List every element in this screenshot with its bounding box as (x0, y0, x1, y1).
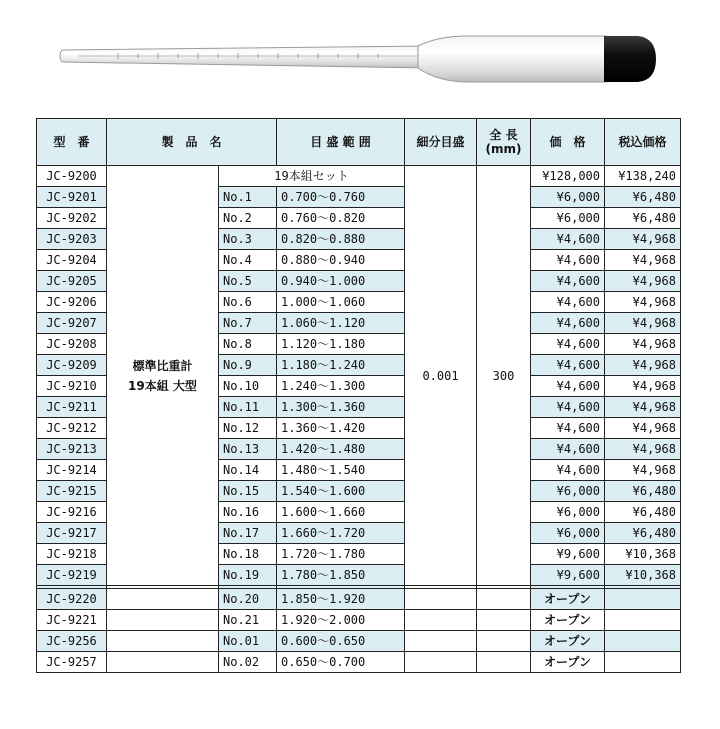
model-code: JC-9217 (37, 523, 107, 544)
table-row (37, 610, 681, 631)
model-code: JC-9213 (37, 439, 107, 460)
price: ¥6,000 (531, 481, 605, 502)
price: ¥4,600 (531, 292, 605, 313)
header-price: 価 格 (531, 119, 605, 166)
price-tax: ¥4,968 (605, 292, 681, 313)
set-number: No.12 (219, 418, 277, 439)
price: ¥9,600 (531, 565, 605, 586)
scale-range: 0.820～0.880 (277, 229, 405, 250)
price-tax: ¥6,480 (605, 208, 681, 229)
division-empty (405, 610, 477, 631)
price: ¥6,000 (531, 208, 605, 229)
hydrometer-icon (58, 28, 658, 90)
length-empty (477, 610, 531, 631)
set-number: No.6 (219, 292, 277, 313)
model-code: JC-9204 (37, 250, 107, 271)
model-code: JC-9216 (37, 502, 107, 523)
price: ¥4,600 (531, 355, 605, 376)
length-empty (477, 631, 531, 652)
product-name-empty (107, 631, 219, 652)
scale-range: 0.650～0.700 (277, 652, 405, 673)
price-tax: ¥4,968 (605, 397, 681, 418)
price: ¥4,600 (531, 376, 605, 397)
set-number: No.9 (219, 355, 277, 376)
price: ¥4,600 (531, 397, 605, 418)
model-code: JC-9209 (37, 355, 107, 376)
scale-range: 1.720～1.780 (277, 544, 405, 565)
set-number: No.3 (219, 229, 277, 250)
set-number: No.15 (219, 481, 277, 502)
set-number: No.20 (219, 589, 277, 610)
product-name-empty (107, 589, 219, 610)
division-value: 0.001 (405, 166, 477, 586)
set-number: No.14 (219, 460, 277, 481)
model-code: JC-9205 (37, 271, 107, 292)
set-number: No.7 (219, 313, 277, 334)
price: ¥4,600 (531, 439, 605, 460)
price-tax: ¥138,240 (605, 166, 681, 187)
price: オープン (531, 631, 605, 652)
price-tax: ¥4,968 (605, 355, 681, 376)
header-length (477, 119, 531, 166)
model-code: JC-9202 (37, 208, 107, 229)
header-length-line2: (mm) (485, 142, 522, 156)
header-range: 目 盛 範 囲 (277, 119, 405, 166)
model-code: JC-9256 (37, 631, 107, 652)
model-code: JC-9208 (37, 334, 107, 355)
price-tax: ¥6,480 (605, 523, 681, 544)
price-tax: ¥4,968 (605, 313, 681, 334)
price-tax (605, 631, 681, 652)
spec-table (36, 118, 681, 673)
set-number: No.01 (219, 631, 277, 652)
scale-range: 1.850～1.920 (277, 589, 405, 610)
set-number: No.17 (219, 523, 277, 544)
table-row (37, 631, 681, 652)
model-code: JC-9219 (37, 565, 107, 586)
scale-range: 1.920～2.000 (277, 610, 405, 631)
header-price-tax: 税込価格 (605, 119, 681, 166)
price: ¥4,600 (531, 418, 605, 439)
model-code: JC-9218 (37, 544, 107, 565)
scale-range: 0.760～0.820 (277, 208, 405, 229)
set-number: No.4 (219, 250, 277, 271)
scale-range: 1.540～1.600 (277, 481, 405, 502)
table-row (37, 652, 681, 673)
price-tax: ¥6,480 (605, 481, 681, 502)
price: ¥4,600 (531, 313, 605, 334)
model-code: JC-9200 (37, 166, 107, 187)
header-division: 細分目盛 (405, 119, 477, 166)
scale-range: 1.360～1.420 (277, 418, 405, 439)
set-number: No.10 (219, 376, 277, 397)
set-number: No.8 (219, 334, 277, 355)
price: ¥6,000 (531, 502, 605, 523)
set-number: No.2 (219, 208, 277, 229)
division-empty (405, 631, 477, 652)
model-code: JC-9211 (37, 397, 107, 418)
length-value: 300 (477, 166, 531, 586)
table-body (37, 166, 681, 673)
set-number: No.5 (219, 271, 277, 292)
header-length-line1: 全 長 (489, 128, 518, 142)
scale-range: 0.600～0.650 (277, 631, 405, 652)
scale-range: 1.300～1.360 (277, 397, 405, 418)
price-tax: ¥4,968 (605, 271, 681, 292)
price-tax: ¥6,480 (605, 502, 681, 523)
set-number: No.18 (219, 544, 277, 565)
model-code: JC-9212 (37, 418, 107, 439)
set-number: No.1 (219, 187, 277, 208)
scale-range: 1.480～1.540 (277, 460, 405, 481)
length-empty (477, 652, 531, 673)
set-number: No.16 (219, 502, 277, 523)
price-tax: ¥4,968 (605, 460, 681, 481)
price: オープン (531, 652, 605, 673)
scale-range: 1.600～1.660 (277, 502, 405, 523)
price-tax: ¥4,968 (605, 334, 681, 355)
product-name-line2: 19本組 大型 (128, 378, 197, 393)
price: ¥9,600 (531, 544, 605, 565)
scale-range: 1.240～1.300 (277, 376, 405, 397)
scale-range: 1.660～1.720 (277, 523, 405, 544)
price-tax (605, 589, 681, 610)
table-header-row (37, 119, 681, 166)
price: ¥4,600 (531, 271, 605, 292)
scale-range: 0.940～1.000 (277, 271, 405, 292)
model-code: JC-9207 (37, 313, 107, 334)
price: ¥6,000 (531, 187, 605, 208)
scale-range: 1.180～1.240 (277, 355, 405, 376)
price: ¥128,000 (531, 166, 605, 187)
model-code: JC-9220 (37, 589, 107, 610)
product-name-empty (107, 652, 219, 673)
model-code: JC-9210 (37, 376, 107, 397)
model-code: JC-9214 (37, 460, 107, 481)
division-empty (405, 589, 477, 610)
scale-range: 1.060～1.120 (277, 313, 405, 334)
scale-range: 0.880～0.940 (277, 250, 405, 271)
set-number: No.21 (219, 610, 277, 631)
model-code: JC-9257 (37, 652, 107, 673)
set-number: No.19 (219, 565, 277, 586)
price: ¥6,000 (531, 523, 605, 544)
length-empty (477, 589, 531, 610)
price-tax: ¥4,968 (605, 229, 681, 250)
price-tax: ¥4,968 (605, 250, 681, 271)
product-name-cell (107, 166, 219, 586)
price: オープン (531, 589, 605, 610)
price: オープン (531, 610, 605, 631)
price: ¥4,600 (531, 250, 605, 271)
scale-range: 1.420～1.480 (277, 439, 405, 460)
price: ¥4,600 (531, 229, 605, 250)
model-code: JC-9221 (37, 610, 107, 631)
price-tax: ¥10,368 (605, 565, 681, 586)
price-tax: ¥6,480 (605, 187, 681, 208)
model-code: JC-9201 (37, 187, 107, 208)
table-row (37, 166, 681, 187)
header-model: 型 番 (37, 119, 107, 166)
scale-range: 1.780～1.850 (277, 565, 405, 586)
model-code: JC-9203 (37, 229, 107, 250)
price-tax: ¥4,968 (605, 376, 681, 397)
model-code: JC-9206 (37, 292, 107, 313)
set-number: No.02 (219, 652, 277, 673)
price: ¥4,600 (531, 460, 605, 481)
scale-range: 0.700～0.760 (277, 187, 405, 208)
set-label: 19本組セット (219, 166, 405, 187)
price: ¥4,600 (531, 334, 605, 355)
scale-range: 1.000～1.060 (277, 292, 405, 313)
price-tax (605, 610, 681, 631)
scale-range: 1.120～1.180 (277, 334, 405, 355)
set-number: No.11 (219, 397, 277, 418)
header-product-name: 製 品 名 (107, 119, 277, 166)
set-number: No.13 (219, 439, 277, 460)
product-name-empty (107, 610, 219, 631)
product-name-line1: 標準比重計 (132, 358, 193, 373)
price-tax: ¥4,968 (605, 418, 681, 439)
table-row (37, 589, 681, 610)
division-empty (405, 652, 477, 673)
price-tax: ¥4,968 (605, 439, 681, 460)
price-tax: ¥10,368 (605, 544, 681, 565)
price-tax (605, 652, 681, 673)
model-code: JC-9215 (37, 481, 107, 502)
